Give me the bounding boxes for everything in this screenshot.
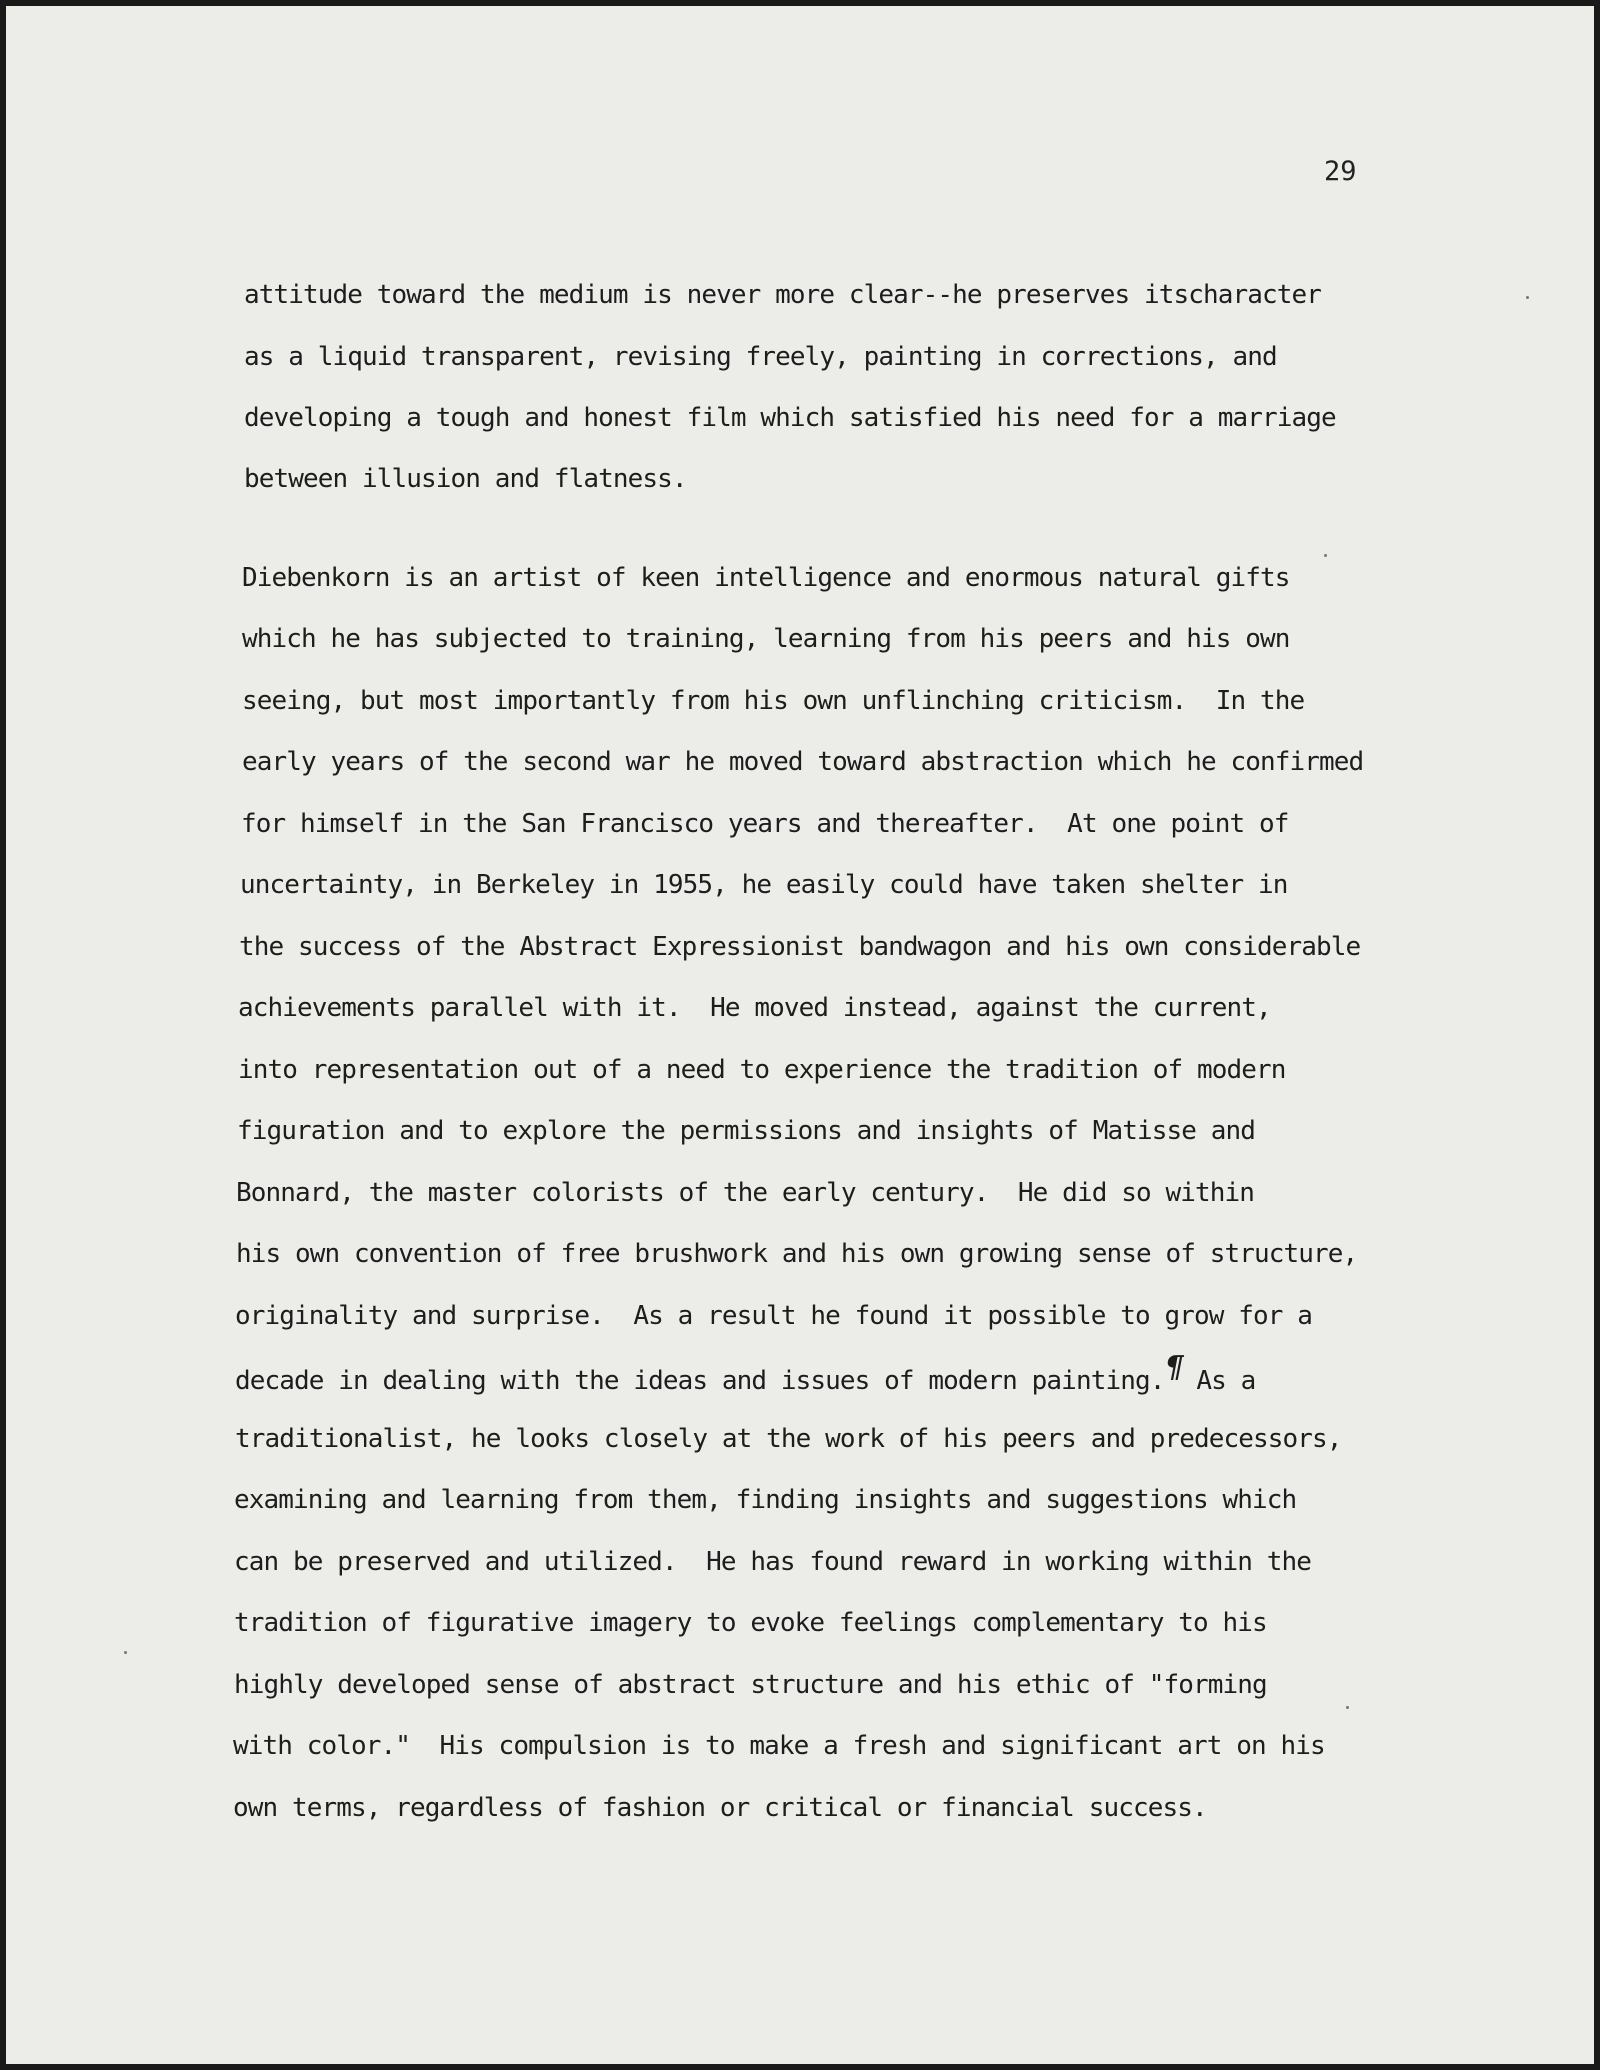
text-line: uncertainty, in Berkeley in 1955, he easily could have taken shelter in bbox=[240, 870, 1288, 900]
text-line: which he has subjected to training, learning from his peers and his own bbox=[242, 624, 1290, 654]
text-line: own terms, regardless of fashion or critical or financial success. bbox=[233, 1793, 1207, 1823]
paper-speck bbox=[1324, 554, 1327, 557]
text-line: highly developed sense of abstract structure and his ethic of "forming bbox=[234, 1670, 1267, 1700]
text-segment: As a bbox=[1181, 1366, 1256, 1396]
paragraph-mark: ¶ bbox=[1164, 1350, 1182, 1385]
paper-speck bbox=[1346, 1706, 1349, 1709]
text-line: the success of the Abstract Expressionist bandwagon and his own considerable bbox=[239, 932, 1361, 962]
text-line: seeing, but most importantly from his own unflinching criticism. In the bbox=[242, 686, 1305, 716]
text-line: Diebenkorn is an artist of keen intelligence and enormous natural gifts bbox=[242, 563, 1290, 593]
text-line: achievements parallel with it. He moved instead, against the current, bbox=[238, 993, 1271, 1023]
text-line: into representation out of a need to experience the tradition of modern bbox=[238, 1055, 1286, 1085]
text-line: can be preserved and utilized. He has found reward in working within the bbox=[234, 1547, 1311, 1577]
text-line: early years of the second war he moved toward abstraction which he confirmed bbox=[242, 747, 1364, 777]
paper-speck bbox=[1526, 296, 1529, 299]
page-number: 29 bbox=[1324, 156, 1357, 187]
document-page bbox=[6, 6, 1594, 2064]
text-line: tradition of figurative imagery to evoke feelings complementary to his bbox=[234, 1608, 1267, 1638]
text-line: traditionalist, he looks closely at the work of his peers and predecessors, bbox=[235, 1424, 1342, 1454]
text-line: Bonnard, the master colorists of the early century. He did so within bbox=[236, 1178, 1254, 1208]
text-line: as a liquid transparent, revising freely, painting in corrections, and bbox=[244, 342, 1277, 372]
text-line: attitude toward the medium is never more clear--he preserves itscharacter bbox=[244, 280, 1321, 310]
text-line: with color." His compulsion is to make a fresh and significant art on his bbox=[233, 1731, 1325, 1761]
text-line: between illusion and flatness. bbox=[244, 464, 687, 494]
text-line: for himself in the San Francisco years and thereafter. At one point of bbox=[241, 809, 1289, 839]
text-line: examining and learning from them, finding insights and suggestions which bbox=[234, 1485, 1297, 1515]
text-line: figuration and to explore the permissions and insights of Matisse and bbox=[237, 1116, 1255, 1146]
text-line: originality and surprise. As a result he found it possible to grow for a bbox=[235, 1301, 1312, 1331]
paper-speck bbox=[124, 1651, 127, 1654]
text-line-with-paragraph-mark bbox=[235, 1350, 1256, 1397]
text-line: his own convention of free brushwork and his own growing sense of structure, bbox=[236, 1239, 1358, 1269]
text-segment: decade in dealing with the ideas and issues of modern painting. bbox=[235, 1366, 1165, 1396]
text-line: developing a tough and honest film which satisfied his need for a marriage bbox=[244, 403, 1336, 433]
